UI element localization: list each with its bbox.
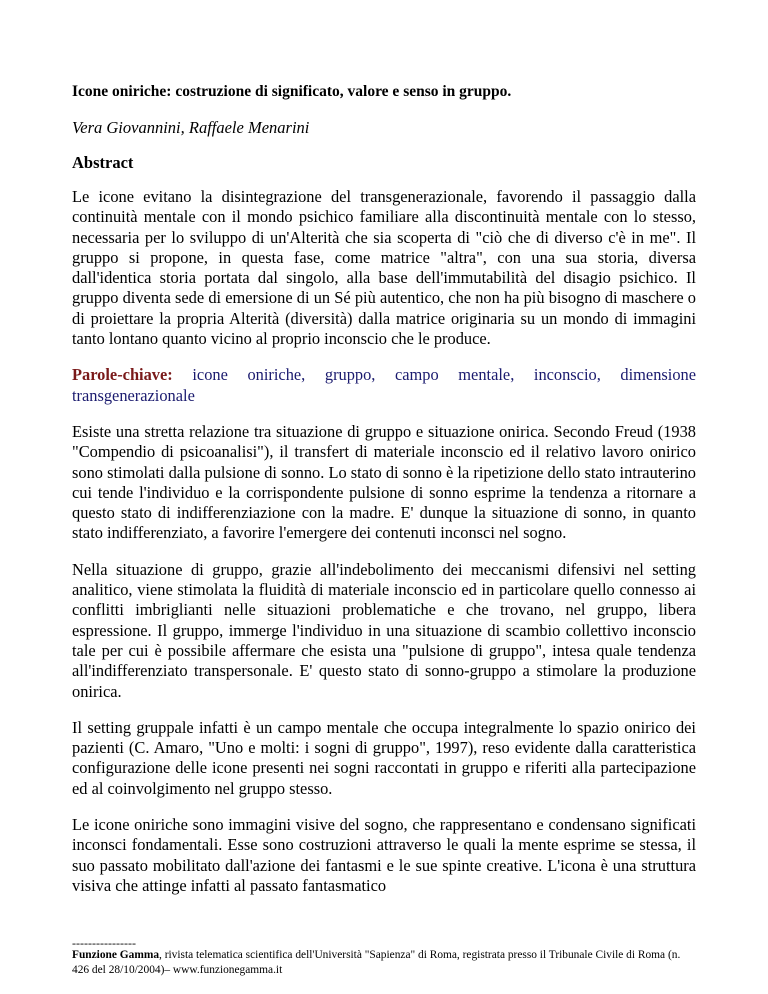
article-body [72,82,696,896]
page-footer [72,938,696,978]
body-paragraph-1: Esiste una stretta relazione tra situazione di gruppo e situazione onirica. Secondo Freud (1938 "Compendio di psicoanalisi"), il transfert di materiale inconscio ed il relativo lavoro onirico sono stimolati dalla pulsione di sonno. Lo stato di sonno è la ripetizione dello stato intrauterino cui tende l'individuo e la corrispondente pulsione di sonno esprime la tendenza a ritornare a questo stato di indifferenziazione con la madre. E' dunque la situazione di sonno, in quanto stato indifferenziato, a favorire l'emergere dei contenuti inconsci nel sogno. [72,421,696,543]
article-title: Icone oniriche: costruzione di significato, valore e senso in gruppo. [72,83,512,100]
footer-text: , rivista telematica scientifica dell'Università "Sapienza" di Roma, registrata presso il Tribunale Civile di Roma (n. 426 del 28/10/2004)– www.funzionegamma.it [72,949,681,976]
body-paragraph-4: Le icone oniriche sono immagini visive del sogno, che rappresentano e condensano significati inconsci fondamentali. Esse sono costruzioni attraverso le quali la mente esprime se stessa, il suo passato mobilitato dall'azione dei fantasmi e le sue spinte creative. L'icona è una struttura visiva che attinge infatti al passato fantasmatico [72,815,696,895]
footer-journal: Funzione Gamma [72,949,160,961]
keywords-text: icone oniriche, gruppo, campo mentale, inconscio, dimensione transgenerazionale [72,365,696,405]
abstract-paragraph: Le icone evitano la disintegrazione del transgenerazionale, favorendo il passaggio dalla continuità mentale con il mondo psichico familiare alla discontinuità mentale con lo stesso, necessaria per lo sviluppo di un'Alterità che sia scoperta di "ciò che di diverso c'è in me". Il gruppo si propone, in questa fase, come matrice "altra", con una sua storia, diversa dall'identica storia portata dal singolo, alla base dell'immutabilità del disagio psichico. Il gruppo diventa sede di emersione di un Sé più autentico, che non ha più bisogno di maschere o di proiettare la propria Alterità (diversità) dalla matrice originaria su un mondo di immagini tanto lontano quanto vicino al proprio inconscio che le produce. [72,187,696,349]
abstract-heading: Abstract [72,153,134,172]
keywords-label: Parole-chiave: [72,365,173,385]
article-authors: Vera Giovannini, Raffaele Menarini [72,118,310,137]
keywords-paragraph [72,365,696,406]
body-paragraph-3: Il setting gruppale infatti è un campo mentale che occupa integralmente lo spazio onirico dei pazienti (C. Amaro, "Uno e molti: i sogni di gruppo", 1997), reso evidente dalla caratteristica configurazione delle icone presenti nei sogni raccontati in gruppo e riferiti alla partecipazione ed al coinvolgimento nel gruppo stesso. [72,717,696,798]
footer-rule: ---------------- [72,936,136,950]
footer-note [72,948,696,978]
body-paragraph-2: Nella situazione di gruppo, grazie all'indebolimento dei meccanismi difensivi nel setting analitico, viene stimolata la fluidità di materiale inconscio ed in particolare quello connesso ai conflitti imbriglianti nelle situazioni problematiche e che trovano, nel gruppo, libera espressione. Il gruppo, immerge l'individuo in una situazione di scambio collettivo inconscio tale per cui è possibile affermare che esista una "pulsione di gruppo", intesa quale tendenza all'indifferenziato transpersonale. E' questo stato di sonno-gruppo a stimolare la produzione onirica. [72,559,696,701]
